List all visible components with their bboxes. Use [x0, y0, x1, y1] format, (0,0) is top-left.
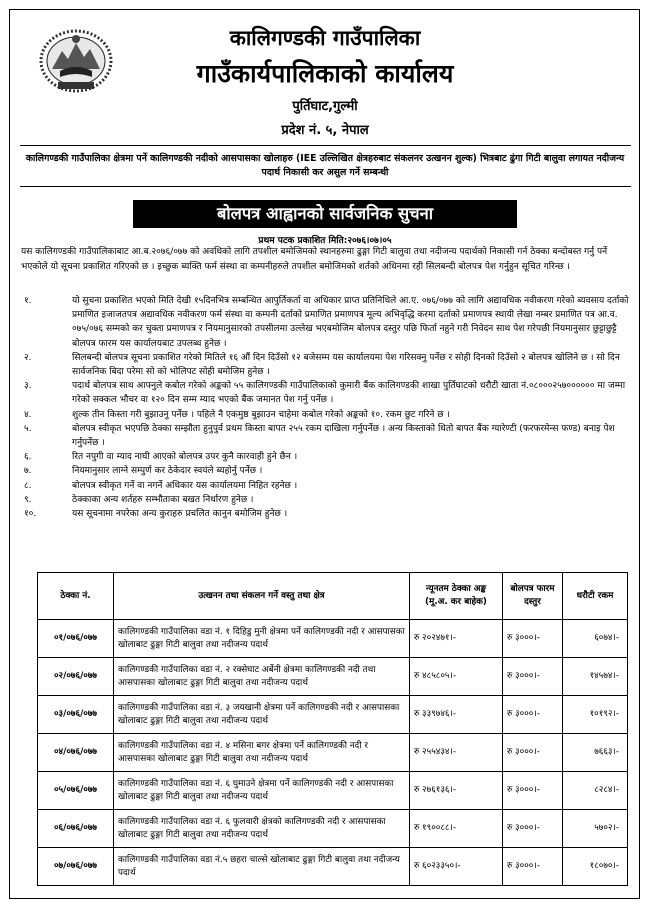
table-row [38, 734, 628, 772]
col-header-deposit: धरौटी रकम [563, 573, 628, 620]
term-number: ६. [24, 452, 32, 463]
cell-deposit: ८२८४।- [563, 772, 628, 810]
contract-table [37, 572, 628, 886]
cell-form-fee: रु ३०००।- [503, 620, 563, 658]
cell-min-amount: रु २७६१३६।- [410, 772, 503, 810]
term-item [21, 422, 630, 450]
cell-contract-no: ०४/०७६/०७७ [38, 734, 114, 772]
subject-divider [20, 186, 631, 187]
header-divider [20, 145, 631, 146]
cell-contract-no: ०६/०७६/०७७ [38, 810, 114, 848]
term-number: १०. [24, 509, 37, 520]
term-text: यो सुचना प्रकाशित भएको मिति देखी १५दिनभित्र सम्बन्धित आपुर्तिकर्ता वा अधिकार प्राप्त प्रतिनिधिले आ.ए. ०७६/०७७ को लागि अद्यावधिक नवीकरण गरेको ब्यवसाय दर्ताको प्रमाणित इजाजतपत्र अद्यावधिक नवीकरण फर्म संस्था वा कम्पनी दर्ताको प्रमाणित प्रमाणपत्र मूल्य अभिवृद्धि करमा दर्ताको प्रमाणपत्र स्थायी लेखा नम्बर प्रमाणित पत्र आ.व. ०७५/०७६ सम्मको कर चुक्ता प्रमाणपत्र र नियमानुसारको तपसीलमा उल्लेख भएबमोजिम बोलपत्र दस्तुर पछि फिर्ता नहुने गरी निवेदन साथ पेश गरेपछी नियमानुसार छुट्टाछुट्टै बोलपत्र फारम यस कार्यालयबाट उपलब्ध हुनेछ । [72, 296, 629, 349]
table-row [38, 772, 628, 810]
term-number: २. [24, 352, 32, 363]
cell-min-amount: रु २०२४७१।- [410, 620, 503, 658]
cell-min-amount: रु ३३९७४६।- [410, 696, 503, 734]
term-text: शुल्क तीन किस्ता गरी बुझाउनु पर्नेछ । पहिले नै एकमुष्ठ बुझाउन चाहेमा कबोल गरेको अङ्कको १०. रकम छुट गरिने छ । [72, 409, 450, 420]
cell-min-amount: रु १९००८८।- [410, 810, 503, 848]
col-header-min-amount: न्यूनतम ठेक्का अङ्क (मू.अ. कर बाहेक) [410, 573, 503, 620]
notice-subject: कालिगण्डकी गाउँपालिका क्षेत्रमा पर्ने कालिगण्डकी नदीको आसपासका खोलाहरु (IEE उल्लिखित क्षेत्रहरुबाट संकलनर उत्खनन शुल्क) भित्रबाट ढुंगा गिटी बालुवा लगायत नदीजन्य पदार्थ निकासी कर असुल गर्ने सम्बन्धी [25, 153, 625, 178]
term-text: पदार्थ बोलपत्र साथ आफ्नुले कबोल गरेको अङ्कको ५५ कालिगण्डकी गाउँपालिकाको कुमारी बैंक कालिगण्डकी शाखा पुर्तिघाटको धरौटी खाता नं.०८०००२५७०००००० मा जम्मा गरेको सक्कल भौचर वा १२० दिन सम्म म्याद भएको बैंक जमानत पेश गर्नु पर्नेछ । [72, 381, 626, 406]
cell-description: कालिगण्डकी गाउँपालिका वडा नं. ३ जयखानी क्षेत्रमा पर्ने कालिगण्डकी नदी र आसपासका खोलाबाट ढुङ्गा गिटी बालुवा तथा नदीजन्य पदार्थ [114, 696, 410, 734]
term-number: ७. [24, 466, 32, 477]
term-item [21, 294, 630, 351]
cell-deposit: १८०७०।- [563, 848, 628, 886]
cell-form-fee: रु ३०००।- [503, 734, 563, 772]
terms-list [21, 294, 630, 521]
cell-description: कालिगण्डकी गाउँपालिका वडा नं. २ रक्सेघाट अर्बेनी क्षेत्रमा कालिगण्डकी नदी तथा आसपासका खोलाबाट ढुङ्गा गिटी बालुवा तथा नदीजन्य पदार्थ [114, 658, 410, 696]
cell-description: कालिगण्डकी गाउँपालिका वडा नं. ४ मसिना बगर क्षेत्रमा पर्ने कालिगण्डकी नदी र आसपासका खोलाबाट ढुङ्गा गिटी बालुवा तथा नदीजन्य पदार्थ [114, 734, 410, 772]
cell-contract-no: ०५/०७६/०७७ [38, 772, 114, 810]
cell-description: कालिगण्डकी गाउँपालिका वडा नं. ६ फुलवारी क्षेत्रको कालिगण्डकी नदी र आसपासका खोलाबाट ढुङ्गा गिटी बालुवा तथा नदीजन्य पदार्थ [114, 810, 410, 848]
table-header-row [38, 573, 628, 620]
term-text: यस सूचनामा नपरेका अन्य कुराहरु प्रचलित कानुन बमोजिम हुनेछ । [72, 509, 288, 520]
cell-form-fee: रु ३०००।- [503, 696, 563, 734]
term-item [21, 464, 630, 478]
term-text: सिलबन्दी बोलपत्र सूचना प्रकाशित गरेको मितिले १६ औं दिन दिउँसो १२ बजेसम्म यस कार्यालयमा पेश गरिसक्नु पर्नेछ र सोही दिनको दिउँसो २ बोलपत्र खोलिने छ । सो दिन सार्वजनिक बिदा परेमा सो को भोलिपट सोही बमोजिम हुनेछ । [72, 352, 620, 378]
cell-contract-no: ०३/०७६/०७७ [38, 696, 114, 734]
cell-form-fee: रु ३०००।- [503, 810, 563, 848]
term-text: बोलपत्र स्वीकृत गर्ने वा नगर्ने अधिकार यस कार्यालयमा निहित रहनेछ । [72, 480, 298, 491]
table-row [38, 696, 628, 734]
office-name: गाउँकार्यपालिकाको कार्यालय [196, 59, 454, 88]
cell-min-amount: रु ४८५८०५।- [410, 658, 503, 696]
term-text: रित नपुगी वा म्याद नाघी आएको बोलपत्र उपर कुनै कारवाही हुने छैन । [72, 452, 298, 463]
municipality-name: कालिगण्डकी गाउँपालिका [229, 26, 421, 50]
cell-description: कालिगण्डकी गाउँपालिका वडा नं. ६ घुमाउने क्षेत्रमा पर्ने कालिगण्डकी नदी र आसपासका खोलाबाट ढुङ्गा गिटी बालुवा तथा नदीजन्य पदार्थ [114, 772, 410, 810]
term-number: १. [24, 296, 32, 306]
cell-form-fee: रु ३०००।- [503, 658, 563, 696]
term-number: ३. [24, 381, 32, 392]
table-row [38, 658, 628, 696]
table-row [38, 810, 628, 848]
cell-deposit: १०१९२।- [563, 696, 628, 734]
term-number: ८. [24, 480, 32, 491]
term-text: ठेक्काका अन्य शर्तहरु सम्भौताका बखत निर्धारण हुनेछ । [72, 494, 254, 505]
cell-description: कालिगण्डकी गाउँपालिका वडा नं.५ छहरा चाल्से खोलाबाट ढुङ्गा गिटी बालुवा तथा नदीजन्य पदार्थ [114, 848, 410, 886]
publication-date: प्रथम पटक प्रकाशित मिति:२०७६।०७।०५ [258, 236, 392, 246]
table-row [38, 620, 628, 658]
term-text: बोलपत्र स्वीकृत भएपछि ठेक्का सम्झौता हुनुपुर्व प्रथम किस्ता बापत २५५ रकम दाखिला गर्नुपर्नेछ । अन्य किस्ताको धितो बापत बैंक ग्यारेण्टी (फरफरमेन्स फण्ड) बनाइ पेश गर्नुपर्नेछ । [72, 423, 615, 449]
cell-min-amount: रु ६०२३३५०।- [410, 848, 503, 886]
term-number: ९. [24, 494, 32, 505]
table-row [38, 848, 628, 886]
cell-deposit: १४५७४।- [563, 658, 628, 696]
cell-contract-no: ०१/०७६/०७७ [38, 620, 114, 658]
term-number: ४. [24, 409, 32, 420]
intro-paragraph: यस कालिगण्डकी गाउँपालिकाबाट आ.ब.२०७६/०७७ को अवधिको लागि तपशील बमोजिमको स्थानहरुमा ढुङ्गा गिटी बालुवा तथा नदीजन्य पदार्थको निकासी गर्न ठेक्का बन्दोबस्त गर्नु पर्ने भएकोले यो सूचना प्रकाशित गरिएको छ । इच्छुक ब्यक्ति फर्म संस्था वा कम्पनीहरुले तपशील बमोजिमको शर्तको अधिनमा रही सिलबन्दी बोलपत्र पेश गर्नुहुन सूचित गरिन्छ । [21, 247, 608, 273]
cell-deposit: ५७०२।- [563, 810, 628, 848]
cell-contract-no: ०२/०७६/०७७ [38, 658, 114, 696]
office-location: पुर्तिघाट,गुल्मी [292, 99, 358, 114]
term-item [21, 479, 630, 493]
term-item [21, 450, 630, 464]
term-number: ५. [24, 423, 32, 434]
term-item [21, 379, 630, 407]
notice-title-banner: बोलपत्र आह्वानको सार्वजनिक सुचना [133, 200, 517, 228]
term-item [21, 507, 630, 521]
col-header-contract-no: ठेक्का नं. [38, 573, 114, 620]
term-item [21, 493, 630, 507]
province-line: प्रदेश नं. ५, नेपाल [281, 123, 369, 138]
cell-form-fee: रु ३०००।- [503, 772, 563, 810]
term-text: नियमानुसार लाग्ने सम्पुर्ण कर ठेकेदार स्वयंले ब्यहोर्नु पर्नेछ । [72, 466, 263, 477]
term-item [21, 351, 630, 379]
cell-contract-no: ०७/०७६/०७७ [38, 848, 114, 886]
col-header-form-fee: बोलपत्र फारम दस्तुर [503, 573, 563, 620]
cell-deposit: ६०७४।- [563, 620, 628, 658]
cell-min-amount: रु २५५४३४।- [410, 734, 503, 772]
cell-form-fee: रु ३०००।- [503, 848, 563, 886]
col-header-description: उत्खनन तथा संकलन गर्ने वस्तु तथा क्षेत्र [114, 573, 410, 620]
term-item [21, 408, 630, 422]
cell-description: कालिगण्डकी गाउँपालिका वडा नं. १ दिहिडु मुनी क्षेत्रमा पर्ने कालिगण्डकी नदी र आसपासका खोलाबाट ढुङ्गा गिटी बालुवा तथा नदीजन्य पदार्थ [114, 620, 410, 658]
cell-deposit: ७६६३।- [563, 734, 628, 772]
